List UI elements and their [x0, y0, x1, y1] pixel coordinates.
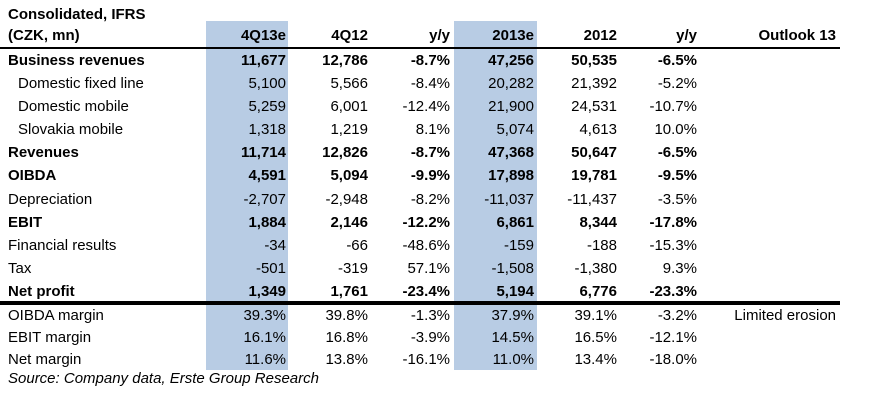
cell-4q13e: -2,707: [243, 191, 286, 208]
table-row: [0, 211, 876, 234]
source-note: Source: Company data, Erste Group Research: [8, 370, 319, 387]
row-label: Financial results: [8, 237, 117, 254]
cell-4q12: 12,826: [322, 144, 368, 161]
cell-4q12: 12,786: [322, 52, 368, 69]
cell-2012: -1,380: [574, 260, 617, 277]
header-outlook: Outlook 13: [758, 27, 836, 44]
cell-yy-quarter: -9.9%: [410, 167, 450, 184]
cell-4q12: -319: [337, 260, 368, 277]
cell-4q12: -66: [346, 237, 368, 254]
cell-2013e: 20,282: [488, 75, 534, 92]
cell-yy-year: -12.1%: [649, 329, 697, 346]
row-label: Domestic mobile: [18, 98, 129, 115]
table-row: [0, 164, 876, 187]
cell-2013e: 17,898: [488, 167, 534, 184]
cell-yy-year: -5.2%: [657, 75, 697, 92]
cell-4q12: 6,001: [330, 98, 368, 115]
cell-4q12: 16.8%: [325, 329, 368, 346]
row-label: Revenues: [8, 144, 79, 161]
cell-yy-quarter: -8.7%: [410, 144, 450, 161]
row-label: EBIT: [8, 214, 43, 231]
cell-4q12: 2,146: [330, 214, 368, 231]
table-row: [0, 234, 876, 257]
table-unit: (CZK, mn): [8, 27, 80, 44]
row-label: Depreciation: [8, 191, 93, 208]
cell-4q13e: 16.1%: [243, 329, 286, 346]
cell-yy-quarter: -23.4%: [402, 283, 450, 300]
row-label: Net profit: [8, 283, 75, 300]
cell-2013e: 5,074: [496, 121, 534, 138]
table-row: [0, 141, 876, 164]
cell-2013e: 47,368: [488, 144, 534, 161]
table-row: [0, 326, 876, 349]
cell-yy-year: -18.0%: [649, 351, 697, 368]
row-label: EBIT margin: [8, 329, 92, 346]
cell-2013e: -11,037: [484, 191, 534, 208]
cell-4q12: 5,566: [330, 75, 368, 92]
cell-2012: 8,344: [579, 214, 617, 231]
cell-yy-quarter: -8.4%: [410, 75, 450, 92]
row-label: Tax: [8, 260, 32, 277]
header-yy-year: y/y: [676, 27, 697, 44]
cell-2013e: 5,194: [496, 283, 534, 300]
cell-2012: 19,781: [571, 167, 617, 184]
row-label: OIBDA margin: [8, 307, 104, 324]
cell-yy-quarter: 8.1%: [415, 121, 450, 138]
cell-4q12: 5,094: [330, 167, 368, 184]
table-row: [0, 348, 876, 371]
cell-2013e: 21,900: [488, 98, 534, 115]
cell-4q13e: 11.6%: [244, 351, 286, 368]
cell-yy-year: -3.5%: [657, 191, 697, 208]
cell-4q12: -2,948: [325, 191, 368, 208]
header-2013e: 2013e: [492, 27, 534, 44]
table-row: [0, 95, 876, 118]
cell-yy-year: -3.2%: [657, 307, 697, 324]
cell-2012: -11,437: [567, 191, 617, 208]
cell-yy-year: -10.7%: [649, 98, 697, 115]
cell-yy-quarter: 57.1%: [407, 260, 450, 277]
cell-4q13e: -34: [264, 237, 286, 254]
cell-2012: 16.5%: [574, 329, 617, 346]
table-title: Consolidated, IFRS: [8, 6, 146, 23]
cell-yy-year: -15.3%: [649, 237, 697, 254]
cell-2012: 50,647: [571, 144, 617, 161]
cell-yy-year: -6.5%: [657, 52, 697, 69]
row-label: Domestic fixed line: [18, 75, 144, 92]
cell-4q13e: 11,714: [240, 144, 286, 161]
cell-yy-year: 10.0%: [654, 121, 697, 138]
header-2012: 2012: [583, 27, 617, 44]
header-4q12: 4Q12: [331, 27, 368, 44]
cell-2012: 24,531: [571, 98, 617, 115]
cell-4q13e: 5,259: [248, 98, 286, 115]
cell-yy-year: -6.5%: [657, 144, 697, 161]
row-label: Slovakia mobile: [18, 121, 124, 138]
row-label: Net margin: [8, 351, 82, 368]
cell-4q13e: 5,100: [248, 75, 286, 92]
cell-4q12: 13.8%: [325, 351, 368, 368]
cell-2012: 21,392: [571, 75, 617, 92]
cell-2012: -188: [586, 237, 617, 254]
cell-yy-quarter: -8.7%: [410, 52, 450, 69]
cell-yy-year: -17.8%: [649, 214, 697, 231]
table-row: [0, 304, 876, 327]
cell-2013e: 11.0%: [492, 351, 534, 368]
cell-4q13e: 4,591: [248, 167, 286, 184]
cell-2013e: 47,256: [488, 52, 534, 69]
cell-outlook: Limited erosion: [734, 307, 836, 324]
header-4q13e: 4Q13e: [240, 27, 286, 44]
cell-2013e: -1,508: [491, 260, 534, 277]
cell-4q12: 39.8%: [325, 307, 368, 324]
cell-4q12: 1,219: [330, 121, 368, 138]
cell-2013e: 37.9%: [491, 307, 534, 324]
row-label: Business revenues: [8, 52, 145, 69]
cell-2013e: 14.5%: [491, 329, 534, 346]
cell-4q13e: 11,677: [240, 52, 286, 69]
cell-2012: 50,535: [571, 52, 617, 69]
cell-4q13e: 1,318: [248, 121, 286, 138]
table-row: [0, 49, 876, 72]
cell-2012: 39.1%: [574, 307, 617, 324]
cell-yy-quarter: -8.2%: [410, 191, 450, 208]
cell-2012: 13.4%: [574, 351, 617, 368]
cell-4q13e: 1,884: [248, 214, 286, 231]
table-row: [0, 257, 876, 280]
cell-4q13e: 1,349: [248, 283, 286, 300]
table-row: [0, 188, 876, 211]
cell-yy-quarter: -48.6%: [402, 237, 450, 254]
cell-yy-year: -23.3%: [649, 283, 697, 300]
cell-yy-quarter: -3.9%: [410, 329, 450, 346]
cell-yy-year: -9.5%: [657, 167, 697, 184]
cell-yy-quarter: -16.1%: [402, 351, 450, 368]
cell-yy-quarter: -12.4%: [402, 98, 450, 115]
cell-2013e: 6,861: [496, 214, 534, 231]
cell-yy-year: 9.3%: [662, 260, 697, 277]
cell-4q12: 1,761: [330, 283, 368, 300]
table-row: [0, 72, 876, 95]
cell-2013e: -159: [503, 237, 534, 254]
row-label: OIBDA: [8, 167, 57, 184]
cell-yy-quarter: -1.3%: [410, 307, 450, 324]
cell-4q13e: 39.3%: [243, 307, 286, 324]
cell-2012: 4,613: [579, 121, 617, 138]
cell-2012: 6,776: [579, 283, 617, 300]
table-row: [0, 118, 876, 141]
header-yy-quarter: y/y: [429, 27, 450, 44]
table-row: [0, 280, 876, 303]
cell-4q13e: -501: [255, 260, 286, 277]
cell-yy-quarter: -12.2%: [402, 214, 450, 231]
